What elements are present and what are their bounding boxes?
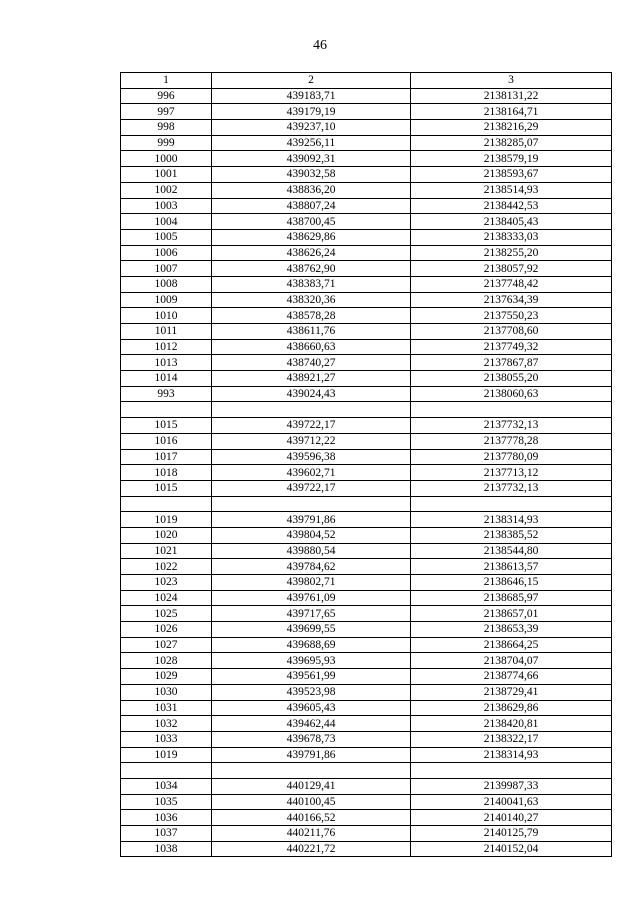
table-row	[121, 135, 612, 151]
y-coordinate-cell: 2137634,39	[411, 292, 612, 308]
point-number-cell: 1031	[121, 700, 212, 716]
point-number-cell: 1024	[121, 590, 212, 606]
y-coordinate-cell: 2137713,12	[411, 465, 612, 481]
table-row	[121, 810, 612, 826]
y-coordinate-cell: 2137749,32	[411, 339, 612, 355]
table-row	[121, 355, 612, 371]
y-coordinate-cell: 2137732,13	[411, 418, 612, 434]
table-row	[121, 324, 612, 340]
table-row	[121, 559, 612, 575]
point-number-cell: 1005	[121, 229, 212, 245]
table-row	[121, 88, 612, 104]
point-number-cell: 1018	[121, 465, 212, 481]
point-number-cell: 1003	[121, 198, 212, 214]
point-number-cell: 1037	[121, 826, 212, 842]
table-row	[121, 198, 612, 214]
point-number-cell	[121, 496, 212, 512]
point-number-cell: 1010	[121, 308, 212, 324]
table-body	[121, 88, 612, 857]
x-coordinate-cell: 438578,28	[212, 308, 411, 324]
point-number-cell: 1019	[121, 747, 212, 763]
table-row	[121, 167, 612, 183]
table-row	[121, 669, 612, 685]
x-coordinate-cell: 439237,10	[212, 120, 411, 136]
point-number-cell: 998	[121, 120, 212, 136]
y-coordinate-cell: 2138629,86	[411, 700, 612, 716]
coordinates-table	[120, 72, 612, 857]
y-coordinate-cell: 2137708,60	[411, 324, 612, 340]
x-coordinate-cell: 438629,86	[212, 229, 411, 245]
y-coordinate-cell: 2139987,33	[411, 778, 612, 794]
point-number-cell: 1004	[121, 214, 212, 230]
table-row	[121, 245, 612, 261]
table-row	[121, 151, 612, 167]
y-coordinate-cell: 2137867,87	[411, 355, 612, 371]
column-header-3: 3	[411, 73, 612, 89]
x-coordinate-cell: 439804,52	[212, 527, 411, 543]
point-number-cell: 1009	[121, 292, 212, 308]
table-header-row	[121, 73, 612, 89]
y-coordinate-cell: 2138593,67	[411, 167, 612, 183]
point-number-cell: 1027	[121, 637, 212, 653]
table-row	[121, 292, 612, 308]
y-coordinate-cell: 2138057,92	[411, 261, 612, 277]
y-coordinate-cell: 2138055,20	[411, 371, 612, 387]
x-coordinate-cell: 439688,69	[212, 637, 411, 653]
point-number-cell: 1023	[121, 575, 212, 591]
table-row	[121, 449, 612, 465]
y-coordinate-cell: 2138613,57	[411, 559, 612, 575]
y-coordinate-cell: 2138131,22	[411, 88, 612, 104]
point-number-cell: 1030	[121, 684, 212, 700]
x-coordinate-cell: 439179,19	[212, 104, 411, 120]
x-coordinate-cell: 438626,24	[212, 245, 411, 261]
y-coordinate-cell: 2140140,27	[411, 810, 612, 826]
y-coordinate-cell: 2138704,07	[411, 653, 612, 669]
x-coordinate-cell: 440211,76	[212, 826, 411, 842]
y-coordinate-cell: 2137550,23	[411, 308, 612, 324]
point-number-cell: 1020	[121, 527, 212, 543]
point-number-cell: 1029	[121, 669, 212, 685]
table-row	[121, 747, 612, 763]
y-coordinate-cell: 2138442,53	[411, 198, 612, 214]
table-row	[121, 622, 612, 638]
table-row	[121, 716, 612, 732]
table-row	[121, 731, 612, 747]
x-coordinate-cell: 439784,62	[212, 559, 411, 575]
table-row	[121, 465, 612, 481]
x-coordinate-cell: 440221,72	[212, 841, 411, 857]
y-coordinate-cell: 2137748,42	[411, 276, 612, 292]
x-coordinate-cell: 438383,71	[212, 276, 411, 292]
table-row	[121, 496, 612, 512]
y-coordinate-cell: 2138657,01	[411, 606, 612, 622]
y-coordinate-cell: 2138729,41	[411, 684, 612, 700]
point-number-cell	[121, 402, 212, 418]
x-coordinate-cell: 439256,11	[212, 135, 411, 151]
page-number: 46	[313, 38, 327, 53]
y-coordinate-cell: 2138774,66	[411, 669, 612, 685]
y-coordinate-cell: 2140152,04	[411, 841, 612, 857]
x-coordinate-cell: 439695,93	[212, 653, 411, 669]
y-coordinate-cell: 2138060,63	[411, 386, 612, 402]
x-coordinate-cell: 439024,43	[212, 386, 411, 402]
x-coordinate-cell: 439561,99	[212, 669, 411, 685]
y-coordinate-cell: 2138664,25	[411, 637, 612, 653]
table-row	[121, 418, 612, 434]
table-row	[121, 182, 612, 198]
point-number-cell: 1017	[121, 449, 212, 465]
x-coordinate-cell: 439761,09	[212, 590, 411, 606]
y-coordinate-cell: 2140125,79	[411, 826, 612, 842]
x-coordinate-cell: 438740,27	[212, 355, 411, 371]
y-coordinate-cell: 2138385,52	[411, 527, 612, 543]
point-number-cell: 1028	[121, 653, 212, 669]
point-number-cell: 1036	[121, 810, 212, 826]
x-coordinate-cell: 439678,73	[212, 731, 411, 747]
point-number-cell: 1007	[121, 261, 212, 277]
y-coordinate-cell	[411, 402, 612, 418]
point-number-cell: 1026	[121, 622, 212, 638]
y-coordinate-cell: 2138514,93	[411, 182, 612, 198]
x-coordinate-cell: 439722,17	[212, 418, 411, 434]
y-coordinate-cell: 2138333,03	[411, 229, 612, 245]
table-row	[121, 794, 612, 810]
point-number-cell: 1014	[121, 371, 212, 387]
point-number-cell: 1002	[121, 182, 212, 198]
point-number-cell: 999	[121, 135, 212, 151]
table-row	[121, 308, 612, 324]
y-coordinate-cell	[411, 763, 612, 779]
x-coordinate-cell: 438807,24	[212, 198, 411, 214]
x-coordinate-cell: 439462,44	[212, 716, 411, 732]
table-row	[121, 276, 612, 292]
table-row	[121, 684, 612, 700]
x-coordinate-cell: 438660,63	[212, 339, 411, 355]
x-coordinate-cell: 438700,45	[212, 214, 411, 230]
x-coordinate-cell: 439092,31	[212, 151, 411, 167]
y-coordinate-cell: 2138405,43	[411, 214, 612, 230]
point-number-cell: 1021	[121, 543, 212, 559]
column-header-2: 2	[212, 73, 411, 89]
point-number-cell: 1001	[121, 167, 212, 183]
point-number-cell: 1032	[121, 716, 212, 732]
y-coordinate-cell: 2138420,81	[411, 716, 612, 732]
table-row	[121, 261, 612, 277]
y-coordinate-cell: 2138164,71	[411, 104, 612, 120]
x-coordinate-cell: 438836,20	[212, 182, 411, 198]
point-number-cell: 1011	[121, 324, 212, 340]
table-row	[121, 512, 612, 528]
table-row	[121, 214, 612, 230]
table-row	[121, 386, 612, 402]
table-row	[121, 778, 612, 794]
table-row	[121, 527, 612, 543]
x-coordinate-cell: 439699,55	[212, 622, 411, 638]
x-coordinate-cell	[212, 763, 411, 779]
point-number-cell: 1038	[121, 841, 212, 857]
point-number-cell	[121, 763, 212, 779]
y-coordinate-cell: 2138314,93	[411, 512, 612, 528]
y-coordinate-cell: 2138255,20	[411, 245, 612, 261]
x-coordinate-cell: 439722,17	[212, 480, 411, 496]
table-row	[121, 575, 612, 591]
y-coordinate-cell: 2137780,09	[411, 449, 612, 465]
table-row	[121, 763, 612, 779]
x-coordinate-cell: 439802,71	[212, 575, 411, 591]
point-number-cell: 1000	[121, 151, 212, 167]
x-coordinate-cell: 439605,43	[212, 700, 411, 716]
x-coordinate-cell: 439183,71	[212, 88, 411, 104]
table-row	[121, 637, 612, 653]
point-number-cell: 1015	[121, 480, 212, 496]
y-coordinate-cell: 2138653,39	[411, 622, 612, 638]
x-coordinate-cell: 438762,90	[212, 261, 411, 277]
x-coordinate-cell: 439880,54	[212, 543, 411, 559]
y-coordinate-cell: 2138314,93	[411, 747, 612, 763]
x-coordinate-cell: 439032,58	[212, 167, 411, 183]
point-number-cell: 1008	[121, 276, 212, 292]
point-number-cell: 1034	[121, 778, 212, 794]
x-coordinate-cell: 440166,52	[212, 810, 411, 826]
y-coordinate-cell: 2138579,19	[411, 151, 612, 167]
x-coordinate-cell: 440100,45	[212, 794, 411, 810]
table-row	[121, 229, 612, 245]
x-coordinate-cell: 439596,38	[212, 449, 411, 465]
x-coordinate-cell	[212, 402, 411, 418]
table-row	[121, 339, 612, 355]
table-row	[121, 402, 612, 418]
table-row	[121, 480, 612, 496]
x-coordinate-cell: 439523,98	[212, 684, 411, 700]
y-coordinate-cell: 2138685,97	[411, 590, 612, 606]
point-number-cell: 1012	[121, 339, 212, 355]
point-number-cell: 997	[121, 104, 212, 120]
point-number-cell: 1016	[121, 433, 212, 449]
y-coordinate-cell: 2137778,28	[411, 433, 612, 449]
x-coordinate-cell: 440129,41	[212, 778, 411, 794]
table-row	[121, 653, 612, 669]
table-row	[121, 433, 612, 449]
point-number-cell: 1015	[121, 418, 212, 434]
table-row	[121, 104, 612, 120]
x-coordinate-cell: 439712,22	[212, 433, 411, 449]
y-coordinate-cell	[411, 496, 612, 512]
y-coordinate-cell: 2138216,29	[411, 120, 612, 136]
x-coordinate-cell: 439717,65	[212, 606, 411, 622]
x-coordinate-cell	[212, 496, 411, 512]
x-coordinate-cell: 438611,76	[212, 324, 411, 340]
x-coordinate-cell: 439791,86	[212, 512, 411, 528]
point-number-cell: 1033	[121, 731, 212, 747]
x-coordinate-cell: 439602,71	[212, 465, 411, 481]
y-coordinate-cell: 2138646,15	[411, 575, 612, 591]
table-row	[121, 120, 612, 136]
table-row	[121, 543, 612, 559]
x-coordinate-cell: 438320,36	[212, 292, 411, 308]
table-row	[121, 590, 612, 606]
table-row	[121, 841, 612, 857]
point-number-cell: 996	[121, 88, 212, 104]
point-number-cell: 1019	[121, 512, 212, 528]
table-row	[121, 826, 612, 842]
table-row	[121, 700, 612, 716]
table-row	[121, 606, 612, 622]
point-number-cell: 1035	[121, 794, 212, 810]
column-header-1: 1	[121, 73, 212, 89]
point-number-cell: 1006	[121, 245, 212, 261]
y-coordinate-cell: 2138285,07	[411, 135, 612, 151]
point-number-cell: 1013	[121, 355, 212, 371]
x-coordinate-cell: 439791,86	[212, 747, 411, 763]
point-number-cell: 993	[121, 386, 212, 402]
y-coordinate-cell: 2138544,80	[411, 543, 612, 559]
y-coordinate-cell: 2137732,13	[411, 480, 612, 496]
table-row	[121, 371, 612, 387]
y-coordinate-cell: 2138322,17	[411, 731, 612, 747]
y-coordinate-cell: 2140041,63	[411, 794, 612, 810]
point-number-cell: 1025	[121, 606, 212, 622]
point-number-cell: 1022	[121, 559, 212, 575]
x-coordinate-cell: 438921,27	[212, 371, 411, 387]
